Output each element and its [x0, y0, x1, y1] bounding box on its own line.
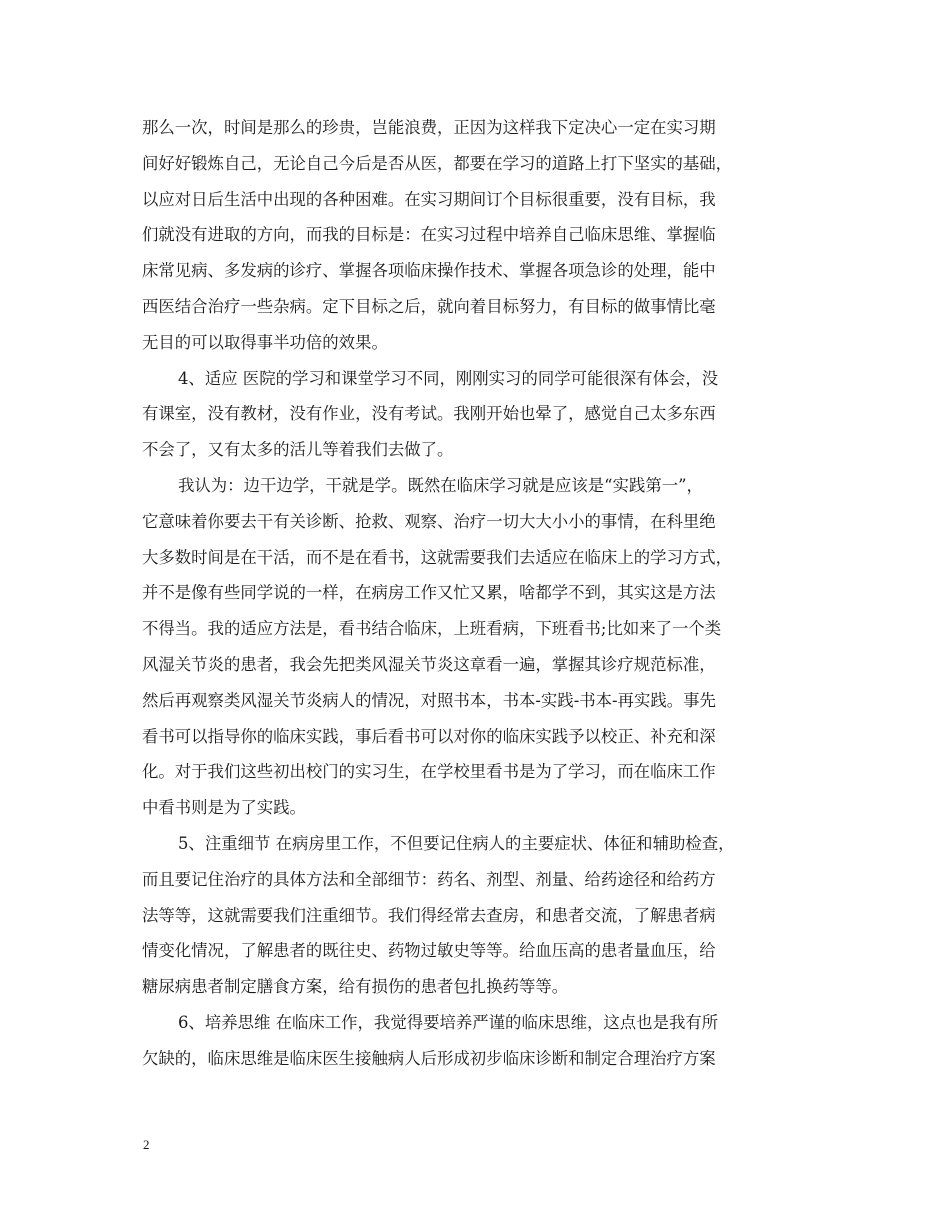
text-line: 并不是像有些同学说的一样，在病房工作又忙又累，啥都学不到，其实这是方法: [142, 583, 716, 603]
text-line: 无目的可以取得事半功倍的效果。: [142, 332, 388, 352]
text-line: 那么一次，时间是那么的珍贵，岂能浪费，正因为这样我下定决心一定在实习期: [142, 118, 716, 137]
text-line: 们就没有进取的方向，而我的目标是：在实习过程中培养自己临床思维、掌握临: [142, 225, 716, 245]
text-line: 6、培养思维 在临床工作，我觉得要培养严谨的临床思维，这点也是我有所: [178, 1012, 719, 1032]
text-line: 不得当。我的适应方法是，看书结合临床，上班看病，下班看书;比如来了一个类: [142, 619, 722, 639]
text-line: 不会了，又有太多的活儿等着我们去做了。: [142, 440, 454, 460]
text-line: 西医结合治疗一些杂病。定下目标之后，就向着目标努力，有目标的做事情比毫: [142, 296, 716, 316]
text-line: 5、注重细节 在病房里工作，不但要记住病人的主要症状、体征和辅助检查，: [178, 833, 735, 853]
text-line: 我认为：边干边学，干就是学。既然在临床学习就是应该是“实践第一”，: [178, 475, 703, 495]
text-line: 而且要记住治疗的具体方法和全部细节：药名、剂型、剂量、给药途径和给药方: [142, 869, 716, 889]
text-line: 情变化情况，了解患者的既往史、药物过敏史等等。给血压高的患者量血压，给: [142, 941, 716, 961]
text-line: 间好好锻炼自己，无论自己今后是否从医，都要在学习的道路上打下坚实的基础，: [142, 153, 733, 173]
text-line: 法等等，这就需要我们注重细节。我们得经常去查房，和患者交流，了解患者病: [142, 905, 716, 925]
text-line: 化。对于我们这些初出校门的实习生，在学校里看书是为了学习，而在临床工作: [142, 762, 716, 782]
text-line: 大多数时间是在干活，而不是在看书，这就需要我们去适应在临床上的学习方式，: [142, 547, 733, 567]
text-line: 床常见病、多发病的诊疗、掌握各项临床操作技术、掌握各项急诊的处理，能中: [142, 261, 716, 281]
text-line: 看书可以指导你的临床实践，事后看书可以对你的临床实践予以校正、补充和深: [142, 726, 716, 746]
text-line: 然后再观察类风湿关节炎病人的情况，对照书本，书本-实践-书本-再实践。事先: [142, 690, 716, 710]
document-body: [142, 110, 812, 1077]
text-line: 它意味着你要去干有关诊断、抢救、观察、治疗一切大大小小的事情，在科里绝: [142, 511, 716, 531]
text-line: 糖尿病患者制定膳食方案，给有损伤的患者包扎换药等等。: [142, 977, 569, 997]
text-line: 有课室，没有教材，没有作业，没有考试。我刚开始也晕了，感觉自己太多东西: [142, 404, 716, 424]
text-line: 4、适应 医院的学习和课堂学习不同，刚刚实习的同学可能很深有体会，没: [178, 368, 719, 388]
text-line: 欠缺的，临床思维是临床医生接触病人后形成初步临床诊断和制定合理治疗方案: [142, 1048, 716, 1068]
page-number: 2: [143, 1137, 150, 1152]
text-line: 风湿关节炎的患者，我会先把类风湿关节炎这章看一遍，掌握其诊疗规范标准，: [142, 654, 716, 674]
text-line: 中看书则是为了实践。: [142, 798, 306, 818]
text-line: 以应对日后生活中出现的各种困难。在实习期间订个目标很重要，没有目标，我: [142, 189, 716, 209]
